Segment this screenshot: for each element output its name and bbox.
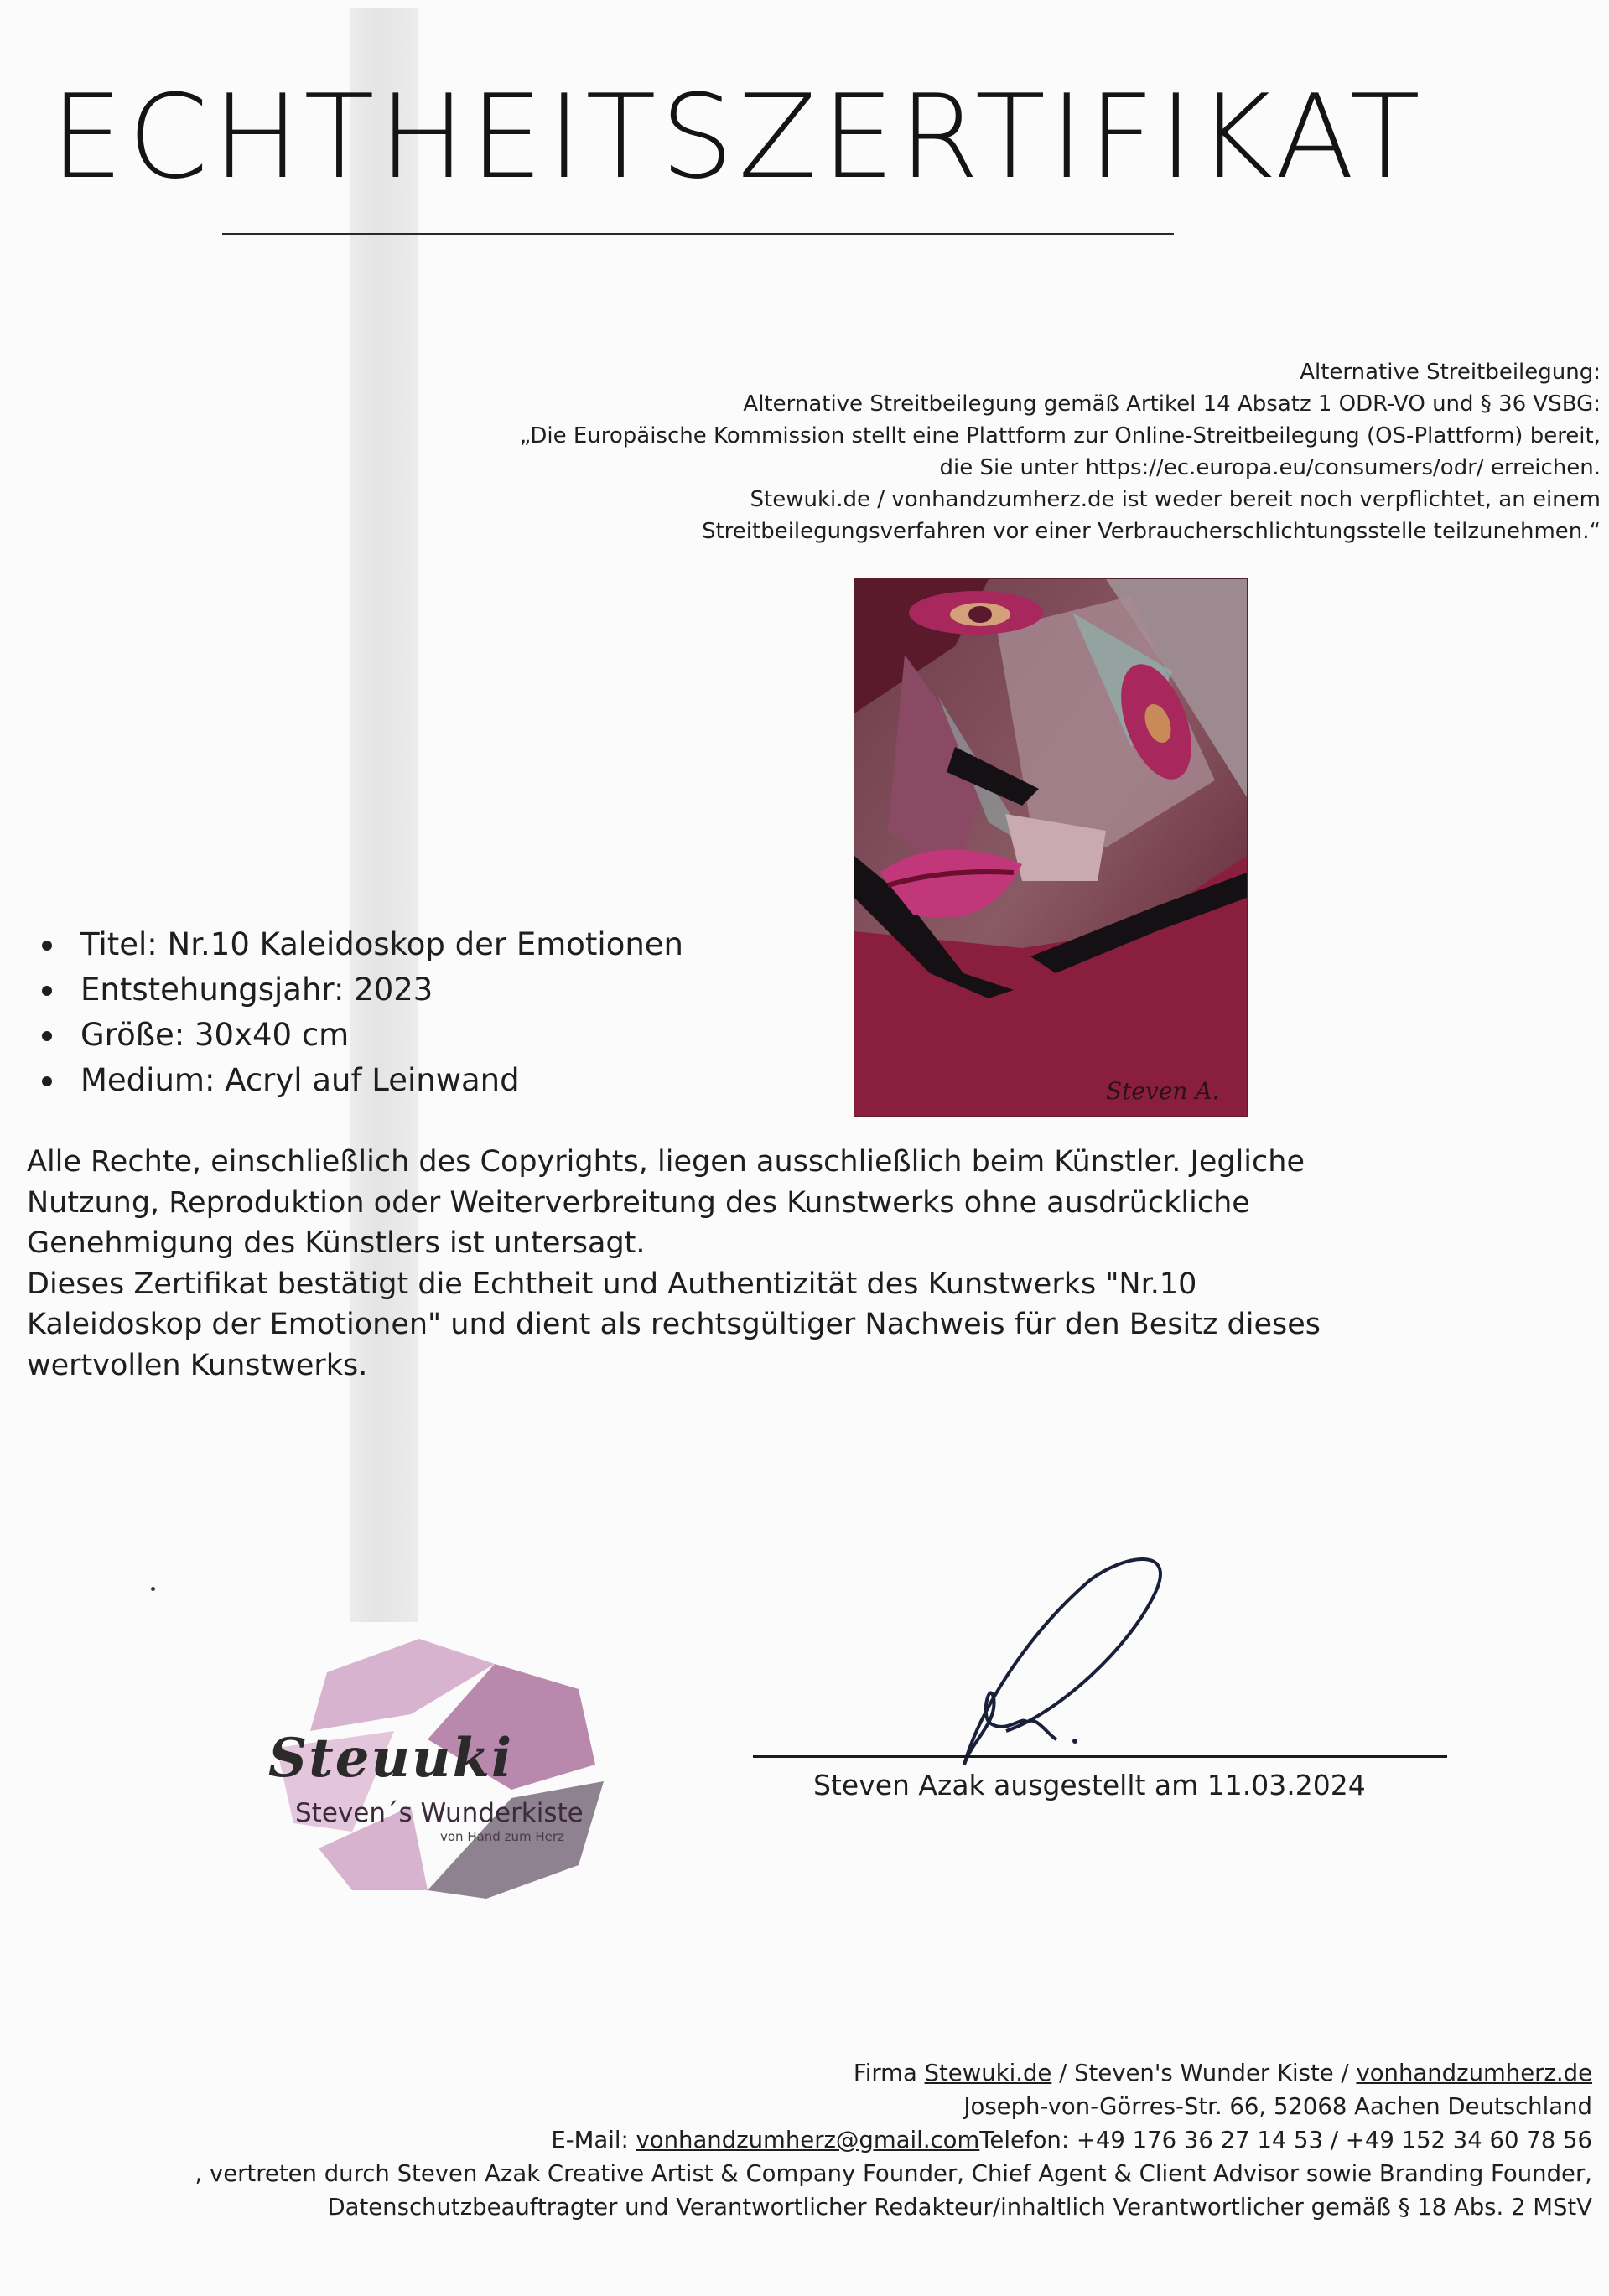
footer-email-label: E-Mail: [551,2127,636,2153]
title-underline [222,233,1174,235]
logo-brand-name: Steven´s Wunderkiste [295,1798,584,1828]
dispute-line: Stewuki.de / vonhandzumherz.de ist weder bereit noch verpflichtet, an einem [750,487,1601,512]
signature-line [753,1755,1447,1758]
stray-dot [151,1587,155,1591]
footer-contact-line [83,2123,1592,2157]
footer-company-line [83,2056,1592,2090]
footer-company-prefix: Firma [853,2060,925,2086]
page-title: ECHTHEITSZERTIFIKAT [50,70,1425,205]
statement-line: Kaleidoskop der Emotionen" und dient als rechtsgültiger Nachweis für den Besitz dieses [27,1308,1321,1341]
footer-phone: Telefon: +49 176 36 27 14 53 / +49 152 34 60 78 56 [979,2127,1592,2153]
statement-line: Alle Rechte, einschließlich des Copyrights, liegen ausschließlich beim Künstler. Jegliche [27,1145,1305,1179]
fact-title: Titel: Nr.10 Kaleidoskop der Emotionen [40,922,683,967]
footer-responsibility: Datenschutzbeauftragter und Verantwortlicher Redakteur/inhaltlich Verantwortlicher gemäß § 18 Abs. 2 MStV [327,2194,1592,2221]
artwork-image [854,578,1248,1117]
fact-medium: Medium: Acryl auf Leinwand [40,1058,683,1103]
stewuki-link[interactable]: Stewuki.de [924,2060,1052,2086]
email-link[interactable]: vonhandzumherz@gmail.com [636,2127,980,2153]
signature-caption: Steven Azak ausgestellt am 11.03.2024 [813,1769,1366,1801]
statement-line: Genehmigung des Künstlers ist untersagt. [27,1226,646,1260]
footer-address: Joseph-von-Görres-Str. 66, 52068 Aachen Deutschland [963,2093,1592,2120]
certificate-statement [27,1142,1335,1386]
fact-size: Größe: 30x40 cm [40,1013,683,1058]
dispute-resolution-notice [343,356,1601,547]
statement-line: wertvollen Kunstwerks. [27,1348,368,1382]
logo-script-text: Steuuki [268,1727,514,1790]
footer-representation: , vertreten durch Steven Azak Creative Artist & Company Founder, Chief Agent & Client Advisor sowie Branding Founder, [195,2160,1592,2187]
handwritten-signature [931,1555,1182,1773]
dispute-line: Alternative Streitbeilegung gemäß Artikel 14 Absatz 1 ODR-VO und § 36 VSBG: [743,391,1601,417]
artwork-facts [40,922,683,1103]
statement-line: Dieses Zertifikat bestätigt die Echtheit und Authentizität des Kunstwerks "Nr.10 [27,1267,1197,1301]
footer-company-middle: / Steven's Wunder Kiste / [1051,2060,1357,2086]
dispute-line: „Die Europäische Kommission stellt eine Plattform zur Online-Streitbeilegung (OS-Plattform) bereit, [519,423,1601,448]
dispute-line: Streitbeilegungsverfahren vor einer Verbraucherschlichtungsstelle teilzunehmen.“ [701,519,1601,544]
fact-year: Entstehungsjahr: 2023 [40,967,683,1013]
vonhandzumherz-link[interactable]: vonhandzumherz.de [1356,2060,1592,2086]
dispute-line: Alternative Streitbeilegung: [1300,360,1601,385]
dispute-line: die Sie unter https://ec.europa.eu/consumers/odr/ erreichen. [939,455,1601,480]
statement-line: Nutzung, Reproduktion oder Weiterverbreitung des Kunstwerks ohne ausdrückliche [27,1185,1250,1220]
logo-tagline: von Hand zum Herz [440,1829,564,1844]
artwork-signature: Steven A. [1106,1077,1220,1105]
footer-imprint [83,2056,1592,2224]
